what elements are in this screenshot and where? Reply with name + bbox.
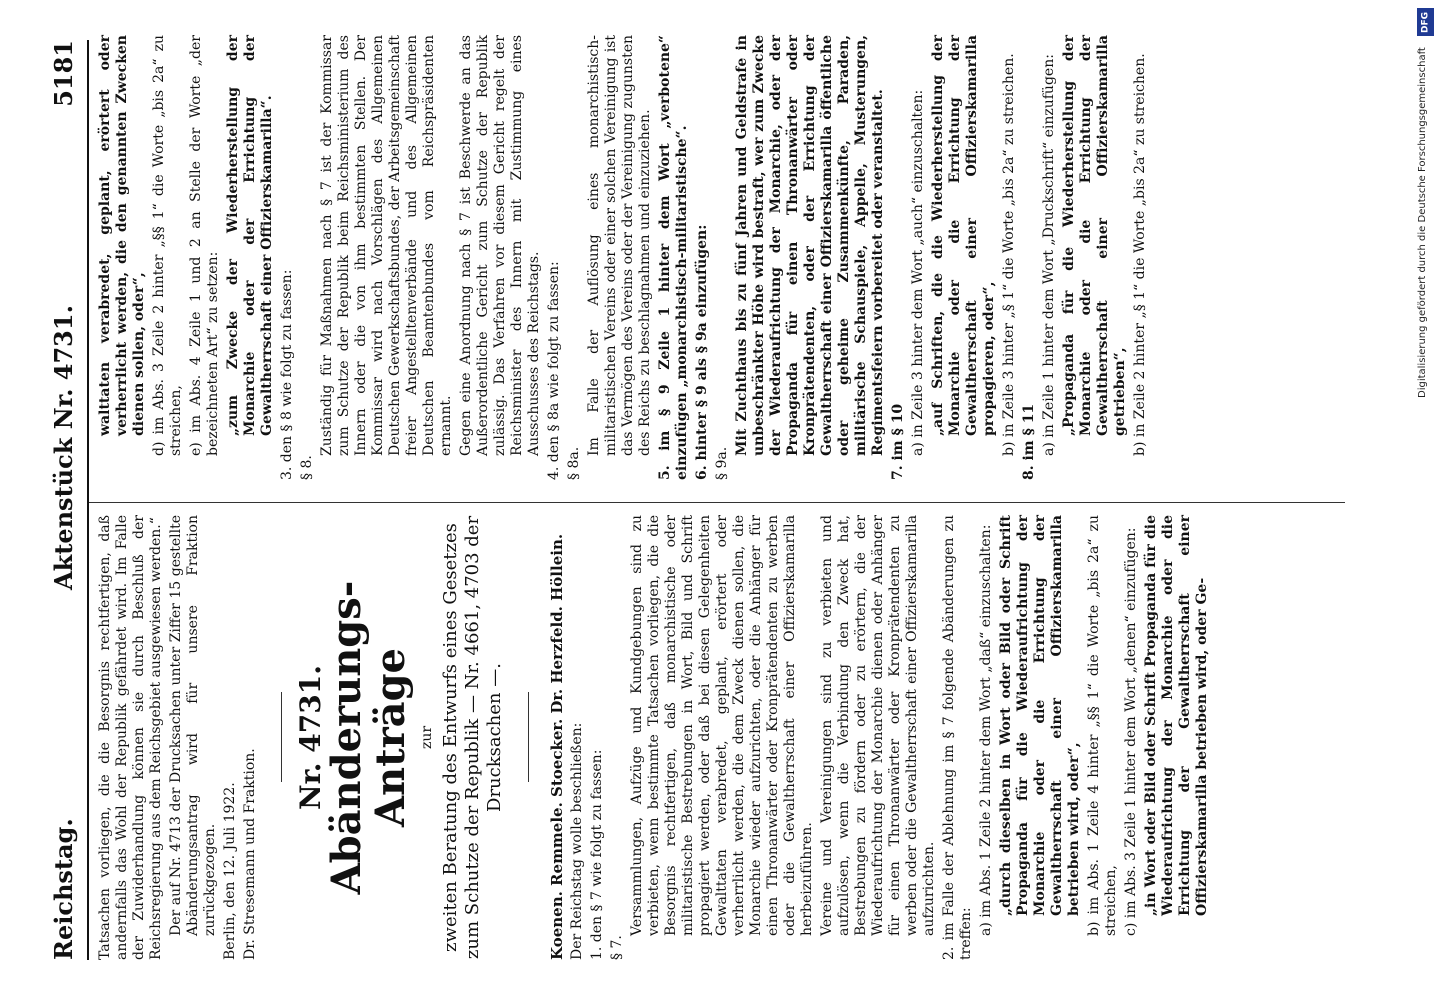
left-column: [97, 515, 1214, 960]
amendment-subitem: a) in Zeile 1 hinter dem Wort „Druckschrift“ einzufügen:: [1041, 54, 1057, 456]
section-divider: [281, 693, 282, 783]
header-rule: [87, 40, 89, 960]
inserted-text: „durch dieselben in Wort oder Bild oder Schrift Propaganda für die Wiederaufrichtung der Monarchie oder die Errichtung der Gewaltherrschaft einer Offizierskamarilla betrieben wird, oder“,: [998, 515, 1082, 916]
amendment-subitem: b) in Zeile 2 hinter „§ 1“ die Worte „bis 2a“ zu streichen.: [1132, 53, 1148, 456]
page-number: 5181: [49, 40, 78, 107]
inserted-text: „auf Schriften, die die Wiederherstellung der Monarchie oder die Errichtung der Gewaltherrschaft einer Offizierskamarilla propagieren, oder“,: [930, 35, 997, 436]
amendment-item: 5. im § 9 Zeile 1 hinter dem Wort „verbotene“ einzufügen „monarchistisch-militaristische“.: [657, 35, 690, 480]
amendment-item: 4. den § 8a wie folgt zu fassen:: [546, 261, 562, 480]
amendment-subitem: a) im Abs. 1 Zeile 2 hinter dem Wort „daß“ einzuschalten:: [978, 524, 994, 936]
amendment-subitem: e) im Abs. 4 Zeile 1 und 2 an Stelle der Worte „der bezeichneten Art“ zu setzen:: [188, 35, 221, 456]
rotated-scan-page: [35, 0, 1375, 1000]
carry-over-paragraph: Der auf Nr. 4713 der Drucksachen unter Ziffer 15 gestellte Abänderungsantrag wird für unsere Fraktion zurückgezogen.: [168, 515, 218, 936]
document-subtitle: zweiten Beratung des Entwurfs eines Gesetzes zum Schutze der Republik — Nr. 4661, 4703 der Drucksachen —.: [440, 515, 505, 960]
carry-over-paragraph: Tatsachen vorliegen, die die Besorgnis rechtfertigen, daß andernfalls das Wohl der Republik gefährdet wird. Im Falle der Zuwiderhandlung können sie durch Beschluß der Reichsregierung aus dem Reichsgebiet ausgewiesen werden.“: [97, 515, 164, 960]
paragraph: Gegen eine Anordnung nach § 7 ist Beschwerde an das Außerordentliche Gericht zum Schutze der Republik zulässig. Das Verfahren vor diesem Gericht regelt der Reichsminister des Innern mit Zustimmung eines Ausschusses des Reichstags.: [458, 35, 542, 456]
paragraph: Im Falle der Auflösung eines monarchistisch-militaristischen Vereins oder einer solchen Vereinigung ist das Vermögen des Vereins oder der Vereinigung zugunsten des Reichs zu beschlagnahmen und einzuziehen.: [586, 35, 653, 456]
header-left: Reichstag.: [49, 818, 78, 960]
resolution-line: Der Reichstag wolle beschließen:: [569, 722, 585, 960]
section-heading: § 9a.: [714, 446, 730, 480]
dfg-attribution: [1417, 8, 1434, 398]
inserted-text: walttaten verabredet, geplant, erörtert oder verherrlicht werden, die den genannten Zwecken dienen sollen, oder“,: [97, 35, 147, 436]
amendment-subitem: c) im Abs. 3 Zeile 1 hinter dem Wort „denen“ einzufügen:: [1123, 527, 1139, 936]
inserted-text: „Propaganda für die Wiederherstellung der Monarchie oder die Errichtung der Gewaltherrschaft einer Offizierskamarilla getrieben“,: [1061, 35, 1128, 436]
amendment-item: 3. den § 8 wie folgt zu fassen:: [279, 269, 295, 480]
signature: Dr. Stresemann und Fraktion.: [242, 748, 258, 960]
amendment-item: 1. den § 7 wie folgt zu fassen:: [589, 749, 605, 960]
inserted-text: „in Wort oder Bild oder Schrift Propaganda für die Wiederaufrichtung der Monarchie oder die Errichtung der Gewaltherrschaft einer Offizierskamarilla betrieben wird, oder Ge-: [1143, 515, 1210, 916]
page-content: [35, 0, 1375, 1000]
title-connector: zur: [419, 725, 435, 750]
right-column: [97, 35, 1152, 480]
amendment-subitem: b) in Zeile 3 hinter „§ 1“ die Worte „bis 2a“ zu streichen.: [1001, 53, 1017, 456]
amendment-item: 6. hinter § 9 als § 9a einzufügen:: [694, 224, 710, 480]
amendment-subitem: a) in Zeile 3 hinter dem Wort „auch“ einzuschalten:: [910, 89, 926, 456]
paragraph: Mit Zuchthaus bis zu fünf Jahren und Geldstrafe in unbeschränkter Höhe wird bestraft, wer zum Zwecke der Wiederaufrichtung der Monarchie, oder der Propaganda für einen Thronanwärter oder Kronprätendenten, oder der Errichtung der Gewaltherrschaft einer Offizierskamarilla öffentliche oder geheime Zusammenkünfte, Paraden, militärische Schauspiele, Appelle, Musterungen, Regimentsfeiern vorbereitet oder veranstaltet.: [734, 35, 886, 456]
inserted-text: „zum Zwecke der Wiederherstellung der Monarchie oder der Errichtung der Gewaltherrschaft einer Offizierskamarilla“.: [225, 35, 275, 436]
sponsors: Koenen. Remmele. Stoecker. Dr. Herzfeld. Höllein.: [548, 533, 566, 960]
header-document-number: Aktenstück Nr. 4731.: [49, 305, 78, 590]
amendment-item: 8. im § 11: [1021, 403, 1037, 480]
document-title: Abänderungs-Anträge: [323, 580, 414, 895]
section-heading: § 8a.: [566, 446, 582, 480]
amendment-subitem: d) im Abs. 3 Zeile 2 hinter „§§ 1“ die Worte „bis 2a“ zu streichen,: [151, 35, 184, 456]
paragraph: Zuständig für Maßnahmen nach § 7 ist der Kommissar zum Schutze der Republik beim Reichsministerium des Innern oder die von ihm bestimmten Stellen. Der Kommissar wird nach Vorschlägen des Allgemeinen Deutschen Gewerkschaftsbundes, der Arbeitsgemeinschaft freier Angestelltenverbände und des Allgemeinen Deutschen Beamtenbundes vom Reichspräsidenten ernannt.: [319, 35, 454, 456]
amendment-item: 7. im § 10: [890, 403, 906, 480]
section-heading: § 8.: [299, 455, 315, 480]
document-number: Nr. 4731.: [294, 665, 327, 810]
page-header: [49, 40, 89, 960]
amendment-subitem: b) im Abs. 1 Zeile 4 hinter „§§ 1“ die Worte „bis 2a“ zu streichen,: [1086, 515, 1119, 936]
column-divider: [89, 502, 1345, 503]
place-date: Berlin, den 12. Juli 1922.: [222, 782, 238, 960]
paragraph: Versammlungen, Aufzüge und Kundgebungen sind zu verbieten, wenn bestimmte Tatsachen vorliegen, die die Besorgnis rechtfertigen, daß monarchistische oder militaristische Bestrebungen in Wort, Bild und Schrift propagiert werden, oder daß bei diesen Gelegenheiten Gewalttaten verabredet, geplant, erörtert oder verherrlicht werden, die dem Zweck dienen sollen, die Monarchie wieder aufzurichten, oder die Anhänger für einen Thronanwärter oder Kronprätendenten zu werben oder die Gewaltherrschaft einer Offizierskamarilla herbeizuführen.: [629, 515, 815, 936]
dfg-attribution-text: Digitalisierung gefördert durch die Deutsche Forschungsgemeinschaft: [1417, 47, 1428, 398]
section-heading: § 7.: [609, 935, 625, 960]
amendment-item: 2. im Falle der Ablehnung im § 7 folgende Abänderungen zu treffen:: [941, 515, 974, 960]
paragraph: Vereine und Vereinigungen sind zu verbieten und aufzulösen, wenn die Verbindung den Zweck hat, Bestrebungen zu fördern oder zu erörtern, die der Wiederaufrichtung der Monarchie dienen oder Anhänger für einen Thronanwärter oder Kronprätendenten zu werben oder die Gewaltherrschaft einer Offizierskamarilla aufzurichten.: [819, 515, 937, 936]
section-divider: [528, 693, 529, 783]
dfg-logo: DFG: [1417, 8, 1434, 36]
